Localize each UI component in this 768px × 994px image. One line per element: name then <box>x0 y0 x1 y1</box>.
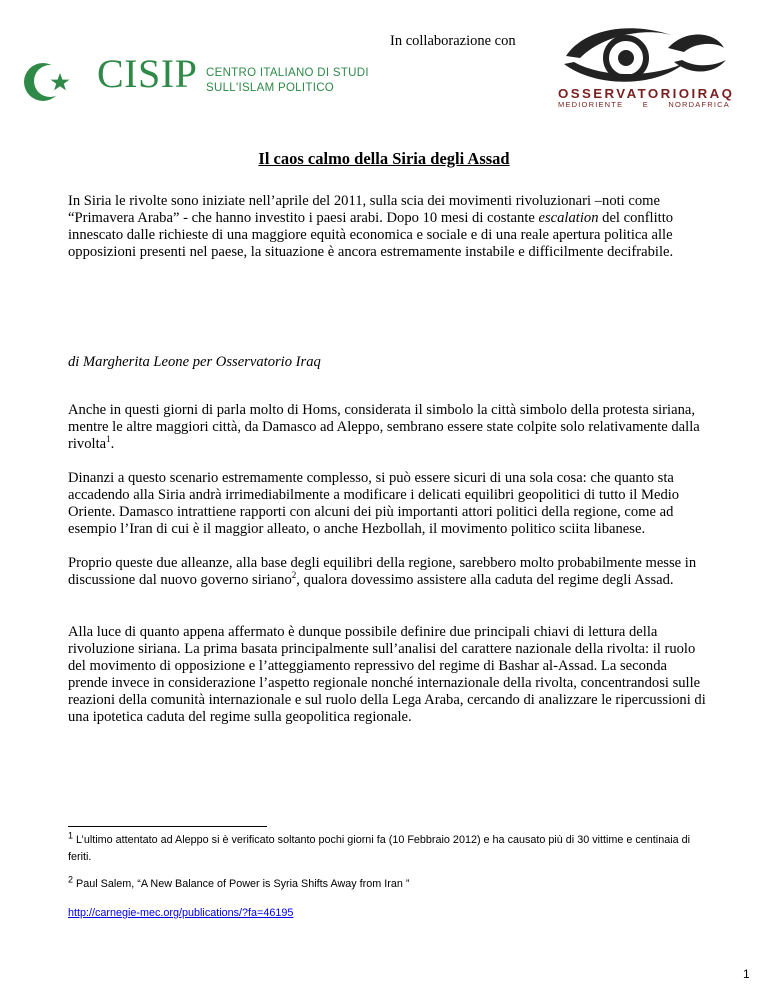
crescent-star-icon <box>22 60 74 104</box>
footnote-2-text: Paul Salem, “A New Balance of Power is Syria Shifts Away from Iran ” <box>73 878 410 890</box>
p1-text-b: . <box>110 436 115 452</box>
author-byline: di Margherita Leone per Osservatorio Iraq <box>68 354 321 370</box>
obs-sub-e: E <box>642 100 649 109</box>
intro-paragraph <box>68 193 708 261</box>
footnote-2-link[interactable]: http://carnegie-mec.org/publications/?fa=46195 <box>68 907 294 919</box>
footnote-2 <box>68 876 708 893</box>
observatorio-iraq-wordmark: OSSERVATORIOIRAQ <box>558 86 735 101</box>
intro-text-a: In Siria le rivolte sono iniziate nell’aprile del 2011, sulla scia dei movimenti rivoluzionari –noti come “Primavera Araba” - che hanno investito i paesi arabi. Dopo 10 mesi di costante <box>68 193 660 226</box>
collaboration-label: In collaborazione con <box>390 33 516 49</box>
article-title: Il caos calmo della Siria degli Assad <box>258 149 510 168</box>
observatorio-eye-logo-icon <box>556 18 732 86</box>
obs-sub-mediorente: MEDIORIENTE <box>558 100 624 109</box>
p3-text-b: , qualora dovessimo assistere alla caduta del regime degli Assad. <box>296 572 674 588</box>
page-number: 1 <box>743 967 750 981</box>
body-paragraph-1 <box>68 402 708 453</box>
obs-sub-nordafrica: NORDAFRICA <box>668 100 730 109</box>
p1-text-a: Anche in questi giorni di parla molto di Homs, considerata il simbolo la città simbolo della protesta siriana, mentre le altre maggiori città, da Damasco ad Aleppo, sembrano essere state colpite solo relativamente dalla rivolta <box>68 402 700 452</box>
footnote-2-number: 2 <box>68 874 74 885</box>
p3-text-a: Proprio queste due alleanze, alla base degli equilibri della regione, sarebbero molto probabilmente messe in discussione dal nuovo governo siriano <box>68 555 697 588</box>
intro-text-b: del conflitto innescato dalle richieste di una maggiore equità economica e sociale e di una reale apertura politica alle opposizioni presenti nel paese, la situazione è ancora estremamente instabile e difficilmente decifrabile. <box>68 210 674 260</box>
footnote-2-link-line <box>68 905 708 922</box>
footnote-1 <box>68 832 708 866</box>
body-paragraph-2: Dinanzi a questo scenario estremamente complesso, si può essere sicuri di una sola cosa: che quanto sta accadendo alla Siria andrà irrimediabilmente a modificare i delicati equilibri geopolitici di tutto il Medio Oriente. Damasco intrattiene rapporti con alcuni dei più importanti attori politici della regione, come ad esempio l’Iran di cui è il maggior alleato, o anche Hezbollah, il movimento politico sciita libanese. <box>68 470 680 537</box>
cisip-tagline-line-1: CENTRO ITALIANO DI STUDI <box>206 67 369 79</box>
body-paragraph-4: Alla luce di quanto appena affermato è dunque possibile definire due principali chiavi di lettura della rivoluzione siriana. La prima basata principalmente sull’analisi del carattere nazionale della rivolta: il ruolo del movimento di opposizione e l’atteggiamento repressivo del regime di Bashar al-Assad. La seconda prende invece in considerazione l’aspetto regionale nonché internazionale della rivolta, concentrandosi sulle reazioni della comunità internazionale e sul ruolo della Lega Araba, cercando di analizzare le ripercussioni di una ipotetica caduta del regime sulla geopolitica regionale. <box>68 624 706 725</box>
body-paragraph-3 <box>68 555 708 589</box>
cisip-logo-wordmark: CISIP <box>97 51 198 96</box>
footnote-ref-2[interactable]: 2 <box>291 570 297 581</box>
footnote-ref-1[interactable]: 1 <box>106 434 111 445</box>
footnote-1-text: L’ultimo attentato ad Aleppo si è verificato soltanto pochi giorni fa (10 Febbraio 2012) e ha causato più di 30 vittime e centinaia di feriti. <box>68 834 691 863</box>
observatorio-subtitle <box>558 100 730 109</box>
cisip-tagline <box>206 66 369 96</box>
footnote-1-number: 1 <box>68 830 74 841</box>
intro-emphasis: escalation <box>538 210 599 226</box>
footnote-divider <box>68 826 267 827</box>
cisip-tagline-line-2: SULL'ISLAM POLITICO <box>206 82 335 94</box>
